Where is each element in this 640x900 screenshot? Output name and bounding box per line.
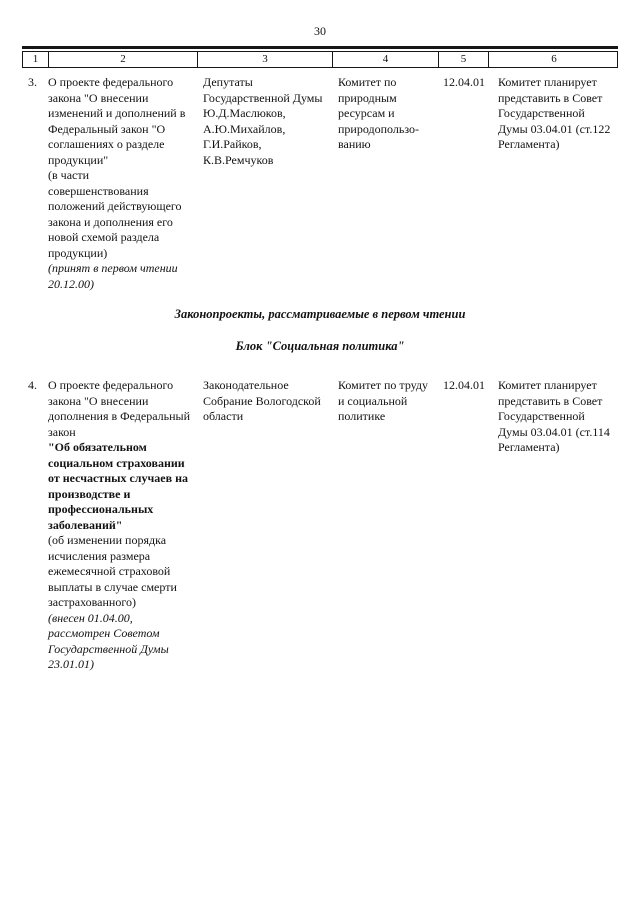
responsible-committee: Комитет по природным ресурсам и природопользо-ванию <box>338 75 419 151</box>
bill-title: О проекте федерального закона "О внесении изменений и дополнений в Федеральный закон "О соглашениях о разделе продукции" <box>48 75 186 167</box>
page-number: 30 <box>314 24 326 38</box>
bill-title-note: (в части совершенствования положений действующего закона и дополнения его новой схемой раздела продукции) <box>48 168 182 260</box>
bill-number: 4. <box>28 378 37 392</box>
bill-row-3 <box>22 75 618 292</box>
section-heading-first-reading: Законопроекты, рассматриваемые в первом чтении <box>174 307 466 321</box>
committee-plan: Комитет планирует представить в Совет Государственной Думы 03.04.01 (ст.122 Регламента) <box>498 75 611 151</box>
bill-initiator: Законодательное Собрание Вологодской области <box>203 378 321 423</box>
consideration-date: 12.04.01 <box>443 75 485 89</box>
column-header-3: 3 <box>198 52 333 67</box>
column-header-4: 4 <box>333 52 439 67</box>
bill-title-history: (внесен 01.04.00, рассмотрен Советом Государственной Думы 23.01.01) <box>48 610 169 671</box>
bill-title: О проекте федерального закона "О внесении дополнения в Федеральный закон <box>48 378 191 439</box>
section-heading-block-social: Блок "Социальная политика" <box>235 339 405 353</box>
column-header-5: 5 <box>439 52 489 67</box>
bill-title-note: (об изменении порядка исчисления размера ежемесячной страховой выплаты в случае смерти застрахованного) <box>48 533 177 609</box>
committee-plan: Комитет планирует представить в Совет Государственной Думы 03.04.01 (ст.114 Регламента) <box>498 378 610 454</box>
bill-title-cell <box>48 75 197 292</box>
bill-title-history: (принят в первом чтении 20.12.00) <box>48 261 178 291</box>
bill-title-cell <box>48 378 197 673</box>
bill-number: 3. <box>28 75 37 89</box>
bill-row-4 <box>22 378 618 673</box>
column-header-1: 1 <box>23 52 49 67</box>
column-header-6: 6 <box>551 53 557 65</box>
table-header-row <box>22 51 618 68</box>
consideration-date: 12.04.01 <box>443 378 485 392</box>
bill-title-law-name: "Об обязательном социальном страховании от несчастных случаев на производстве и профессиональных заболеваний" <box>48 440 189 532</box>
responsible-committee: Комитет по труду и социальной политике <box>338 378 429 423</box>
bill-initiator: Депутаты Государственной Думы Ю.Д.Маслюков, А.Ю.Михайлов, Г.И.Райков, К.В.Ремчуков <box>203 75 323 167</box>
table-top-rule <box>22 46 618 49</box>
column-header-2: 2 <box>49 52 198 67</box>
